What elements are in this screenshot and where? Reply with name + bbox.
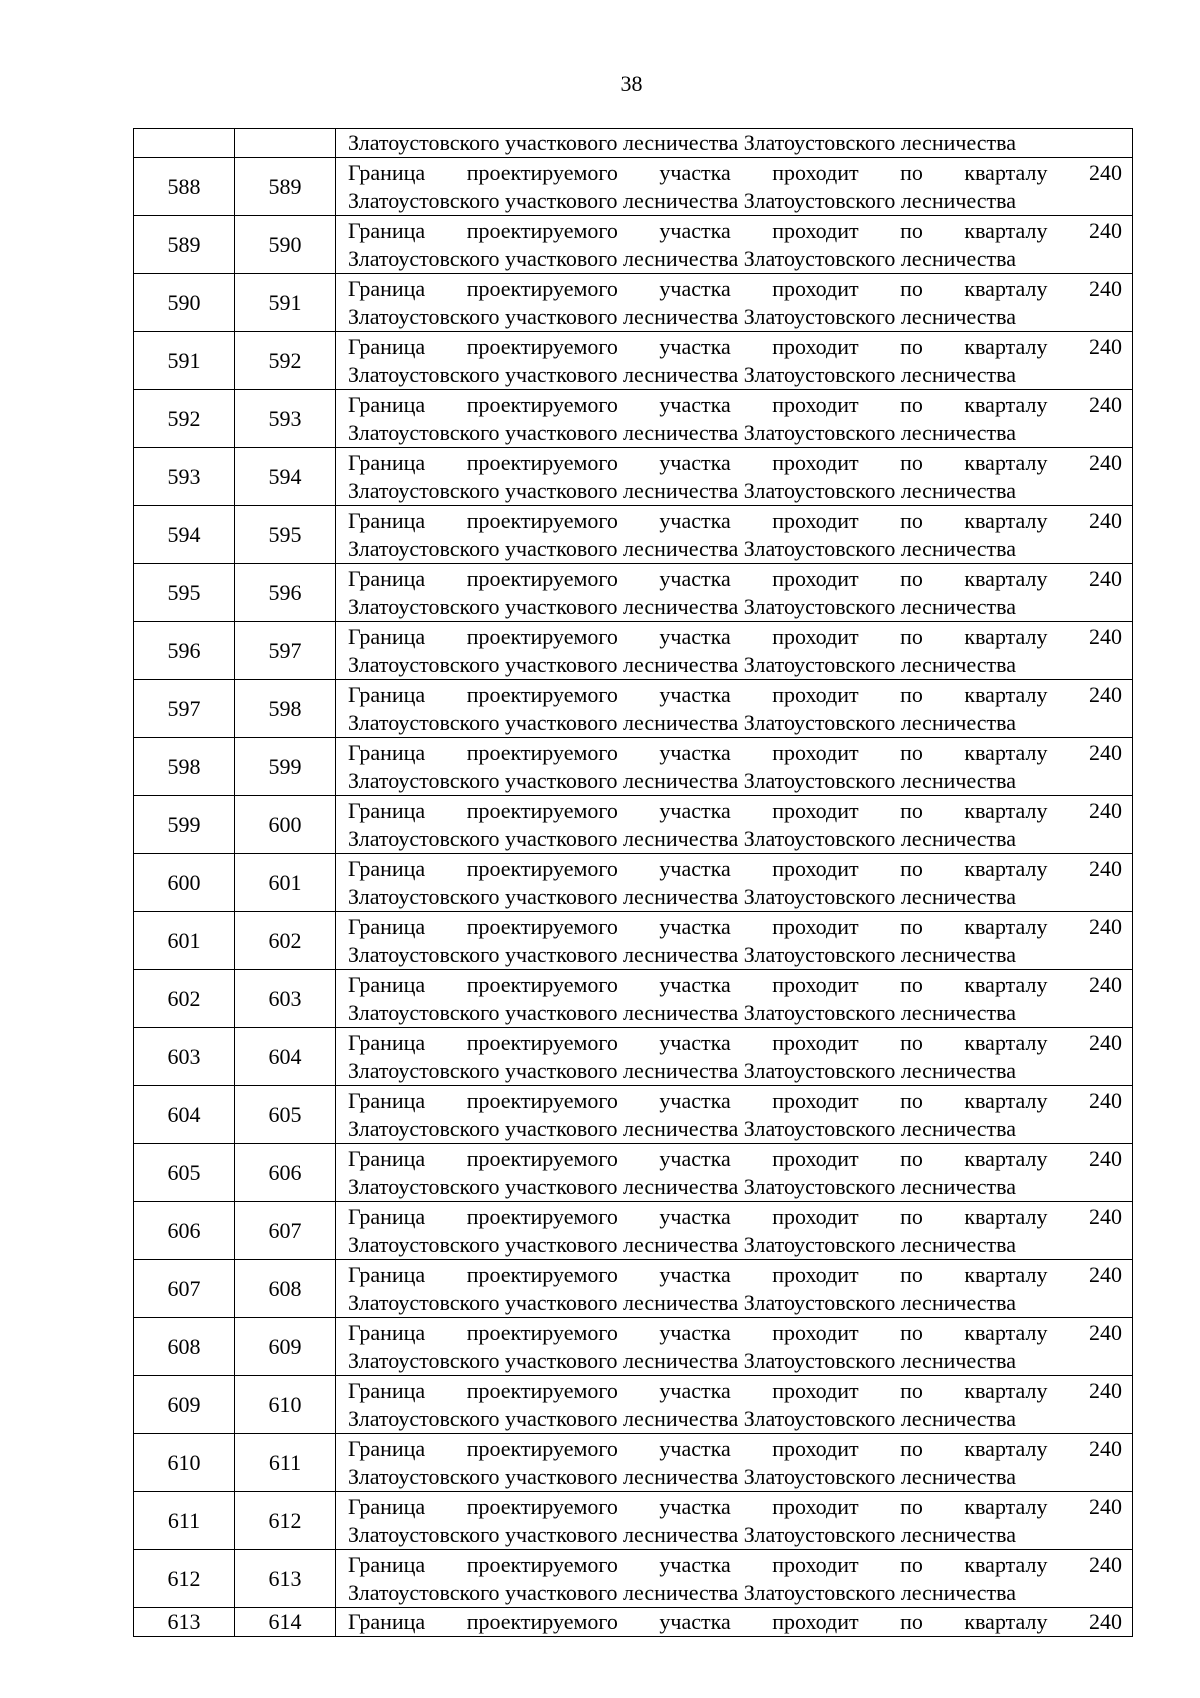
cell-description xyxy=(336,1144,1133,1202)
cell-description xyxy=(336,332,1133,390)
cell-to: 597 xyxy=(235,622,336,680)
description-line-1: Граница проектируемого участка проходит по кварталу 240 xyxy=(348,1087,1122,1113)
description-line-2: Златоустовского участкового лесничества Златоустовского лесничества xyxy=(348,651,1017,677)
description-line-1: Граница проектируемого участка проходит по кварталу 240 xyxy=(348,739,1122,765)
description-line-2: Златоустовского участкового лесничества Златоустовского лесничества xyxy=(348,1057,1017,1083)
cell-to: 609 xyxy=(235,1318,336,1376)
cell-description xyxy=(336,1318,1133,1376)
table-row xyxy=(134,1434,1133,1492)
cell-from: 596 xyxy=(134,622,235,680)
description-line-2: Златоустовского участкового лесничества Златоустовского лесничества xyxy=(348,941,1017,967)
description-line-2: Златоустовского участкового лесничества Златоустовского лесничества xyxy=(348,361,1017,387)
table-row xyxy=(134,216,1133,274)
cell-to: 592 xyxy=(235,332,336,390)
table-row xyxy=(134,1028,1133,1086)
cell-to: 606 xyxy=(235,1144,336,1202)
table-row xyxy=(134,1550,1133,1608)
cell-from: 591 xyxy=(134,332,235,390)
description-line-1: Граница проектируемого участка проходит по кварталу 240 xyxy=(348,971,1122,997)
description-line-2: Златоустовского участкового лесничества Златоустовского лесничества xyxy=(348,1115,1017,1141)
cell-description xyxy=(336,564,1133,622)
cell-to: 591 xyxy=(235,274,336,332)
description-line-1: Граница проектируемого участка проходит по кварталу 240 xyxy=(348,1203,1122,1229)
table-row-last xyxy=(134,1608,1133,1637)
description-line-1: Граница проектируемого участка проходит по кварталу 240 xyxy=(348,623,1122,649)
cell-from: 597 xyxy=(134,680,235,738)
cell-description xyxy=(336,1434,1133,1492)
description-line-2: Златоустовского участкового лесничества Златоустовского лесничества xyxy=(348,1463,1017,1489)
table-row xyxy=(134,970,1133,1028)
cell-to: 590 xyxy=(235,216,336,274)
cell-from: 604 xyxy=(134,1086,235,1144)
description-line-1: Граница проектируемого участка проходит по кварталу 240 xyxy=(348,217,1122,243)
table-row xyxy=(134,680,1133,738)
cell-from: 611 xyxy=(134,1492,235,1550)
cell-description xyxy=(336,1202,1133,1260)
description-line-1: Граница проектируемого участка проходит по кварталу 240 xyxy=(348,855,1122,881)
cell-description xyxy=(336,390,1133,448)
description-line-1: Граница проектируемого участка проходит по кварталу 240 xyxy=(348,1319,1122,1345)
page-number: 38 xyxy=(620,71,643,96)
description-line-2: Златоустовского участкового лесничества Златоустовского лесничества xyxy=(348,535,1017,561)
cell-to: 612 xyxy=(235,1492,336,1550)
description-line-1: Граница проектируемого участка проходит по кварталу 240 xyxy=(348,507,1122,533)
table-body xyxy=(134,129,1133,1637)
table-row xyxy=(134,1318,1133,1376)
cell-description xyxy=(336,1492,1133,1550)
cell-to: 605 xyxy=(235,1086,336,1144)
cell-to: 593 xyxy=(235,390,336,448)
cell-description xyxy=(336,970,1133,1028)
cell-to: 595 xyxy=(235,506,336,564)
table-row xyxy=(134,1260,1133,1318)
cell-to: 613 xyxy=(235,1550,336,1608)
description-line-1: Граница проектируемого участка проходит по кварталу 240 xyxy=(348,797,1122,823)
cell-from: 598 xyxy=(134,738,235,796)
cell-description xyxy=(336,1086,1133,1144)
cell-description xyxy=(336,1028,1133,1086)
boundary-table xyxy=(133,128,1133,1637)
cell-description xyxy=(336,1550,1133,1608)
cell-to: 596 xyxy=(235,564,336,622)
cell-from: 605 xyxy=(134,1144,235,1202)
cell-from: 594 xyxy=(134,506,235,564)
table-row xyxy=(134,796,1133,854)
cell-from: 595 xyxy=(134,564,235,622)
description-line-2: Златоустовского участкового лесничества Златоустовского лесничества xyxy=(348,883,1017,909)
description-line-2: Златоустовского участкового лесничества Златоустовского лесничества xyxy=(348,245,1017,271)
description-line-2: Златоустовского участкового лесничества Златоустовского лесничества xyxy=(348,1347,1017,1373)
cell-to: 599 xyxy=(235,738,336,796)
cell-from: 609 xyxy=(134,1376,235,1434)
cell-from: 610 xyxy=(134,1434,235,1492)
cell-from: 603 xyxy=(134,1028,235,1086)
description-line-1: Граница проектируемого участка проходит по кварталу 240 xyxy=(348,159,1122,185)
description-line-2: Златоустовского участкового лесничества Златоустовского лесничества xyxy=(348,709,1017,735)
cell-from: 612 xyxy=(134,1550,235,1608)
description-line-1: Граница проектируемого участка проходит по кварталу 240 xyxy=(348,391,1122,417)
description-line-2: Златоустовского участкового лесничества Златоустовского лесничества xyxy=(348,187,1017,213)
cell-description xyxy=(336,738,1133,796)
cell-description xyxy=(336,622,1133,680)
cell-description xyxy=(336,796,1133,854)
description-line-1: Граница проектируемого участка проходит по кварталу 240 xyxy=(348,449,1122,475)
description-line-2: Златоустовского участкового лесничества Златоустовского лесничества xyxy=(348,999,1017,1025)
description-line-1: Граница проектируемого участка проходит по кварталу 240 xyxy=(348,1377,1122,1403)
cell-to: 603 xyxy=(235,970,336,1028)
table-row xyxy=(134,448,1133,506)
description-line-1: Граница проектируемого участка проходит по кварталу 240 xyxy=(348,275,1122,301)
cell-from: 588 xyxy=(134,158,235,216)
description-line-1: Граница проектируемого участка проходит по кварталу 240 xyxy=(348,1609,1122,1634)
cell-from: 608 xyxy=(134,1318,235,1376)
table-row xyxy=(134,1202,1133,1260)
cell-to: 610 xyxy=(235,1376,336,1434)
description-line-2: Златоустовского участкового лесничества Златоустовского лесничества xyxy=(348,303,1017,329)
cell-to: 600 xyxy=(235,796,336,854)
cell-description xyxy=(336,158,1133,216)
cell-description xyxy=(336,506,1133,564)
cell-to: 608 xyxy=(235,1260,336,1318)
cell-to: 611 xyxy=(235,1434,336,1492)
table-row xyxy=(134,332,1133,390)
table-row xyxy=(134,390,1133,448)
cell-to: 598 xyxy=(235,680,336,738)
cell-from: 590 xyxy=(134,274,235,332)
cell-from: 589 xyxy=(134,216,235,274)
description-line: Златоустовского участкового лесничества Златоустовского лесничества xyxy=(348,130,1017,155)
cell-description xyxy=(336,448,1133,506)
cell-description xyxy=(336,274,1133,332)
table-row xyxy=(134,622,1133,680)
cell-to: 601 xyxy=(235,854,336,912)
description-line-2: Златоустовского участкового лесничества Златоустовского лесничества xyxy=(348,767,1017,793)
table-row xyxy=(134,506,1133,564)
table-row xyxy=(134,854,1133,912)
description-line-1: Граница проектируемого участка проходит по кварталу 240 xyxy=(348,1145,1122,1171)
cell-description xyxy=(336,680,1133,738)
description-line-1: Граница проектируемого участка проходит по кварталу 240 xyxy=(348,1435,1122,1461)
table-row-continuation xyxy=(134,129,1133,158)
table-row xyxy=(134,1376,1133,1434)
description-line-1: Граница проектируемого участка проходит по кварталу 240 xyxy=(348,1029,1122,1055)
cell-to: 607 xyxy=(235,1202,336,1260)
description-line-2: Златоустовского участкового лесничества Златоустовского лесничества xyxy=(348,1173,1017,1199)
cell-from-empty xyxy=(134,129,235,158)
cell-description-continuation xyxy=(336,129,1133,158)
table-row xyxy=(134,1086,1133,1144)
cell-description xyxy=(336,1376,1133,1434)
cell-description xyxy=(336,216,1133,274)
cell-from: 592 xyxy=(134,390,235,448)
cell-to-empty xyxy=(235,129,336,158)
description-line-2: Златоустовского участкового лесничества Златоустовского лесничества xyxy=(348,1521,1017,1547)
description-line-2: Златоустовского участкового лесничества Златоустовского лесничества xyxy=(348,825,1017,851)
table-row xyxy=(134,738,1133,796)
description-line-2: Златоустовского участкового лесничества Златоустовского лесничества xyxy=(348,1289,1017,1315)
cell-description xyxy=(336,1608,1133,1637)
description-line-1: Граница проектируемого участка проходит по кварталу 240 xyxy=(348,681,1122,707)
description-line-2: Златоустовского участкового лесничества Златоустовского лесничества xyxy=(348,593,1017,619)
cell-from: 601 xyxy=(134,912,235,970)
table-row xyxy=(134,564,1133,622)
cell-to: 602 xyxy=(235,912,336,970)
description-line-2: Златоустовского участкового лесничества Златоустовского лесничества xyxy=(348,1579,1017,1605)
table-row xyxy=(134,274,1133,332)
description-line-1: Граница проектируемого участка проходит по кварталу 240 xyxy=(348,913,1122,939)
cell-from: 613 xyxy=(134,1608,235,1637)
description-line-2: Златоустовского участкового лесничества Златоустовского лесничества xyxy=(348,477,1017,503)
cell-from: 593 xyxy=(134,448,235,506)
cell-description xyxy=(336,912,1133,970)
cell-description xyxy=(336,1260,1133,1318)
description-line-1: Граница проектируемого участка проходит по кварталу 240 xyxy=(348,565,1122,591)
cell-from: 599 xyxy=(134,796,235,854)
cell-from: 600 xyxy=(134,854,235,912)
table-row xyxy=(134,158,1133,216)
cell-to: 614 xyxy=(235,1608,336,1637)
description-line-2: Златоустовского участкового лесничества Златоустовского лесничества xyxy=(348,1405,1017,1431)
table-row xyxy=(134,1144,1133,1202)
description-line-2: Златоустовского участкового лесничества Златоустовского лесничества xyxy=(348,419,1017,445)
cell-from: 602 xyxy=(134,970,235,1028)
description-line-1: Граница проектируемого участка проходит по кварталу 240 xyxy=(348,333,1122,359)
cell-description xyxy=(336,854,1133,912)
cell-to: 604 xyxy=(235,1028,336,1086)
description-line-2: Златоустовского участкового лесничества Златоустовского лесничества xyxy=(348,1231,1017,1257)
cell-to: 594 xyxy=(235,448,336,506)
cell-from: 606 xyxy=(134,1202,235,1260)
cell-to: 589 xyxy=(235,158,336,216)
table-row xyxy=(134,1492,1133,1550)
cell-from: 607 xyxy=(134,1260,235,1318)
description-line-1: Граница проектируемого участка проходит по кварталу 240 xyxy=(348,1261,1122,1287)
table-row xyxy=(134,912,1133,970)
description-line-1: Граница проектируемого участка проходит по кварталу 240 xyxy=(348,1493,1122,1519)
description-line-1: Граница проектируемого участка проходит по кварталу 240 xyxy=(348,1551,1122,1577)
